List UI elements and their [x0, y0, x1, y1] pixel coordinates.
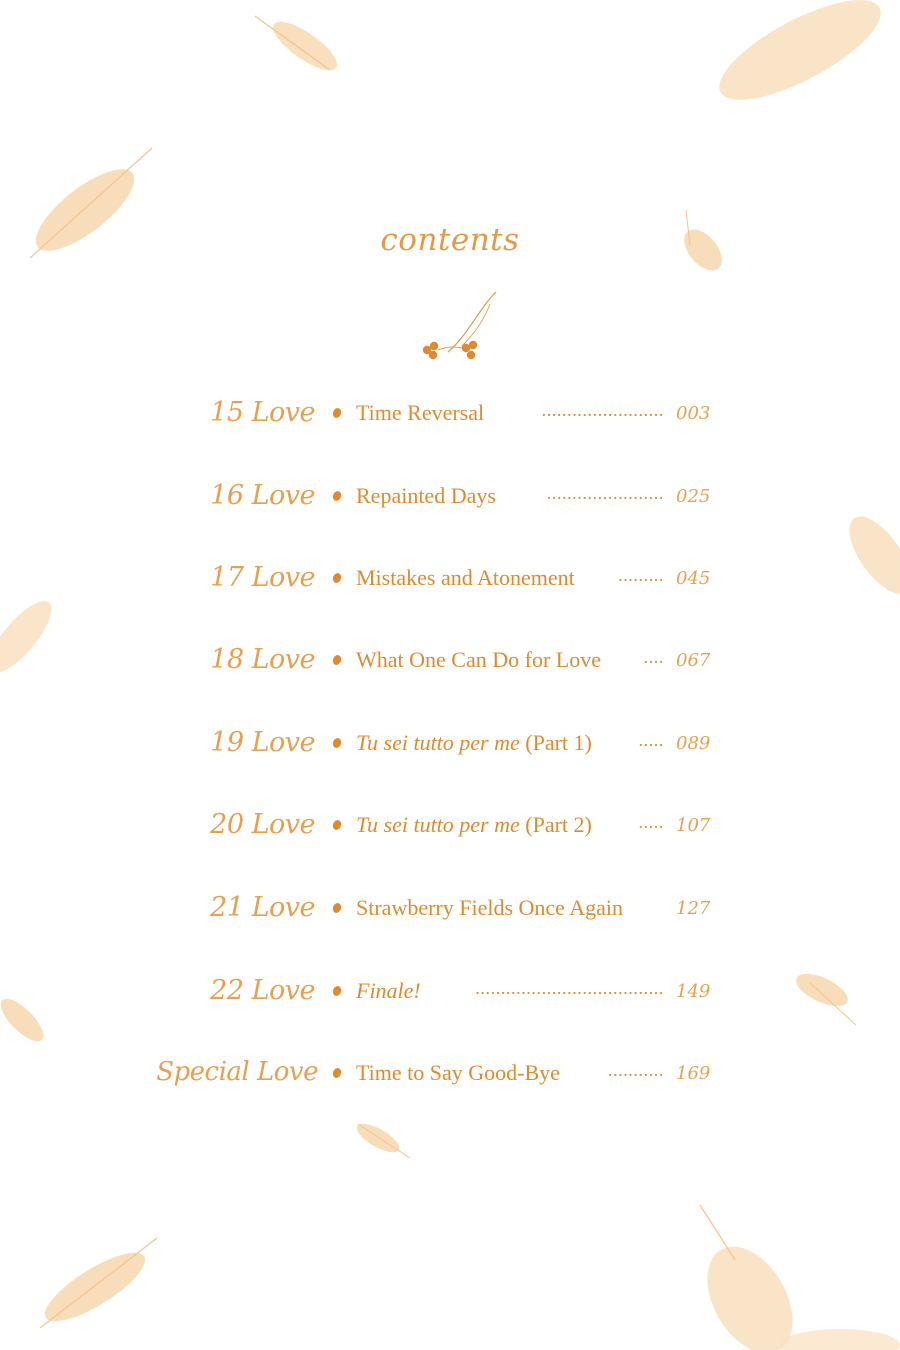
bullet-leaf-icon: [330, 1066, 344, 1080]
leader-dots: .........: [618, 565, 664, 585]
chapter-title: Time to Say Good-Bye: [356, 1060, 560, 1085]
toc-entry[interactable]: [0, 397, 900, 437]
page-number: 045: [676, 568, 711, 589]
bullet-leaf-icon: [330, 984, 344, 998]
page-number: 067: [676, 650, 711, 671]
leader-dots: ...........: [607, 1060, 664, 1080]
page-number: 089: [676, 733, 711, 754]
toc-entry[interactable]: [0, 809, 900, 849]
page-number: 149: [676, 981, 711, 1002]
page-number: 025: [676, 486, 711, 507]
chapter-number: Special Love: [156, 1057, 318, 1087]
berry-branch-icon: [418, 290, 508, 370]
toc-entry[interactable]: [0, 892, 900, 932]
bullet-leaf-icon: [330, 406, 344, 420]
toc-entry[interactable]: [0, 644, 900, 684]
bullet-leaf-icon: [330, 571, 344, 585]
bullet-leaf-icon: [330, 901, 344, 915]
chapter-title: Strawberry Fields Once Again: [356, 895, 623, 920]
toc-entry[interactable]: [0, 480, 900, 520]
feather-icon: [35, 1232, 165, 1332]
contents-title: contents: [380, 222, 520, 258]
bullet-leaf-icon: [330, 489, 344, 503]
feather-icon: [700, 0, 900, 110]
feather-icon: [680, 1200, 900, 1350]
chapter-title: Time Reversal: [356, 400, 485, 425]
toc-entry[interactable]: [0, 727, 900, 767]
feather-icon: [250, 8, 345, 78]
bullet-leaf-icon: [330, 653, 344, 667]
leader-dots: .....: [638, 730, 664, 750]
chapter-number: 19 Love: [210, 727, 315, 758]
chapter-title: Finale!: [356, 978, 421, 1003]
leader-dots: .......................: [546, 483, 664, 503]
page-number: 127: [676, 898, 711, 919]
chapter-title: Mistakes and Atonement: [356, 565, 575, 590]
chapter-title: What One Can Do for Love: [356, 647, 601, 672]
toc-entry[interactable]: [0, 1057, 900, 1097]
chapter-number: 16 Love: [210, 480, 315, 511]
page-number: 003: [676, 403, 711, 424]
chapter-title: Tu sei tutto per me (Part 2): [356, 812, 592, 837]
feather-icon: [350, 1118, 415, 1163]
toc-entry[interactable]: [0, 562, 900, 602]
chapter-number: 17 Love: [210, 562, 315, 593]
page-number: 107: [676, 815, 711, 836]
page-number: 169: [676, 1063, 711, 1084]
chapter-number: 20 Love: [210, 809, 315, 840]
leader-dots: .....: [638, 812, 664, 832]
chapter-title: Tu sei tutto per me (Part 1): [356, 730, 592, 755]
chapter-number: 18 Love: [210, 644, 315, 675]
leader-dots: ........................: [541, 400, 664, 420]
chapter-title: Repainted Days: [356, 483, 496, 508]
leader-dots: .....................................: [475, 978, 664, 998]
chapter-number: 22 Love: [210, 975, 315, 1006]
bullet-leaf-icon: [330, 818, 344, 832]
chapter-number: 21 Love: [210, 892, 315, 923]
toc-entry[interactable]: [0, 975, 900, 1015]
chapter-number: 15 Love: [210, 397, 315, 428]
bullet-leaf-icon: [330, 736, 344, 750]
leader-dots: ....: [643, 647, 664, 667]
